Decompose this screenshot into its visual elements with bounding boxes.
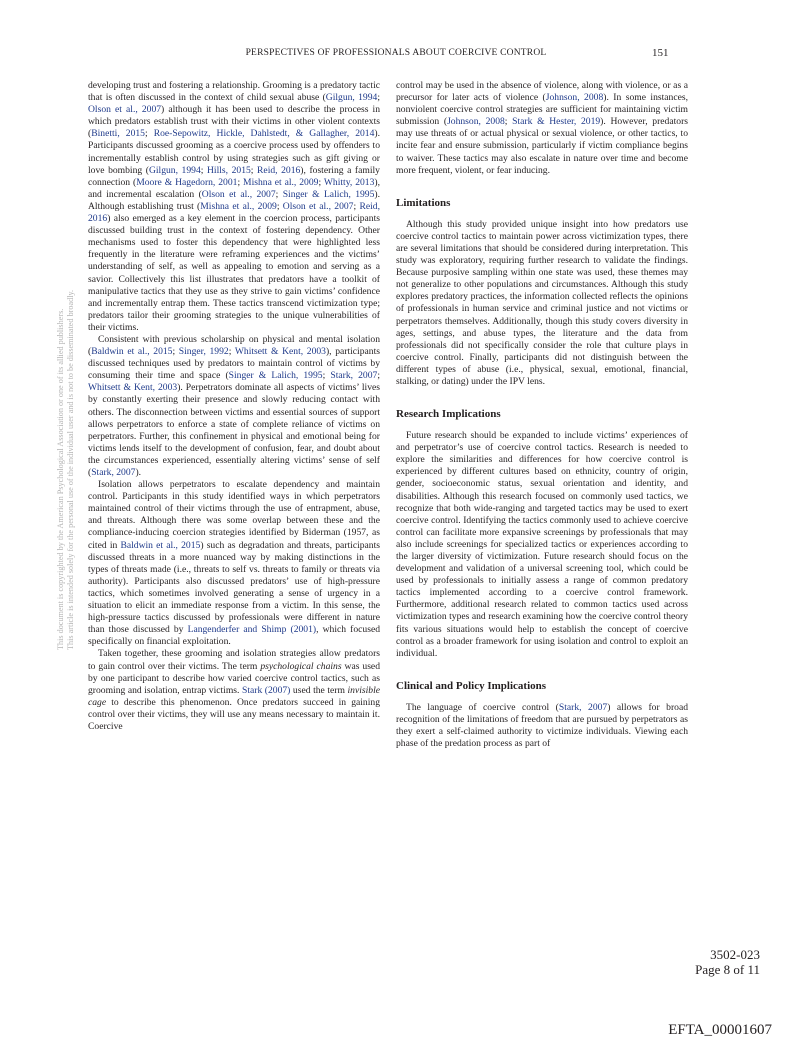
watermark-line-2: This article is intended solely for the personal use of the individual user and is not to be disseminated broadly. [66, 289, 75, 650]
citation-link[interactable]: Langenderfer and Shimp (2001) [187, 624, 317, 636]
citation-link[interactable]: Reid, 2016 [257, 164, 301, 176]
paragraph-control-continued: control may be used in the absence of violence, along with violence, or as a precursor for later acts of violence (Johnson, 2008). In some instances, nonviolent coercive control strategies are sufficient for maintaining victim submission (Johnson, 2008; Stark & Hester, 2019). However, predators may use threats of or actual physical or sexual violence, or other tactics, to incite fear and ensure submission, particularly if victim compliance begins to waiver. These tactics may also escalate in nature over time and become more frequent, violent, or fear inducing. [396, 80, 689, 176]
emphasis-term: psychological chains [260, 660, 342, 672]
citation-link[interactable]: Olson et al., 2007 [88, 104, 162, 116]
heading-clinical-policy: Clinical and Policy Implications [396, 679, 547, 692]
citation-link[interactable]: Stark & Hester, 2019 [512, 116, 601, 128]
right-column [396, 80, 688, 750]
citation-link[interactable]: Baldwin et al., 2015 [120, 539, 201, 551]
paragraph-clinical-policy: The language of coercive control (Stark, 2007) allows for broad recognition of the limitations of freedom that are pursued by perpetrators as they exert a self-claimed authority to victimize individuals. Viewing each phase of the predation process as part of [396, 701, 688, 750]
citation-link[interactable]: Mishna et al., 2009 [243, 176, 319, 188]
running-head: PERSPECTIVES OF PROFESSIONALS ABOUT COERCIVE CONTROL [245, 48, 547, 58]
citation-link[interactable]: Stark (2007) [241, 684, 291, 696]
citation-link[interactable]: Singer, 1992 [178, 346, 229, 358]
doc-code: 3502-023 [710, 947, 760, 962]
paragraph-grooming: developing trust and fostering a relationship. Grooming is a predatory tactic that is often discussed in the context of child sexual abuse (Gilgun, 1994; Olson et al., 2007) although it has been used to describe the process in which predators establish trust with their victims in other violent contexts (Binetti, 2015; Roe-Sepowitz, Hickle, Dahlstedt, & Gallagher, 2014). Participants discussed grooming as a coercive process used by offenders to incrementally establish control by using strategies such as gift giving or love bombing (Gilgun, 1994; Hills, 2015; Reid, 2016), fostering a family connection (Moore & Hagedorn, 2001; Mishna et al., 2009; Whitty, 2013), and incremental escalation (Olson et al., 2007; Singer & Lalich, 1995). Although establishing trust (Mishna et al., 2009; Olson et al., 2007; Reid, 2016) also emerged as a key element in the coercion process, participants discussed building trust in the context of fostering dependency. Other mechanisms used to foster this dependency that were highlighted less frequently in the literature were reframing experiences and the victims’ understanding of self, as well as appealing to emotion and serving as a savior. Collectively this list illustrates that predators have a toolkit of manipulative tactics that they use as they strive to gain victims’ confidence and incrementally entrap them. These tactics transcend victimization type; predators tailor their grooming strategies to the unique vulnerabilities of their victims. [88, 80, 380, 333]
citation-link[interactable]: Binetti, 2015 [91, 128, 145, 140]
efta-id: EFTA_00001607 [668, 1022, 772, 1038]
citation-link[interactable]: Johnson, 2008 [447, 116, 505, 128]
citation-link[interactable]: Whitty, 2013 [323, 176, 375, 188]
heading-limitations: Limitations [396, 196, 451, 209]
heading-research-implications: Research Implications [396, 408, 501, 421]
citation-link[interactable]: Singer & Lalich, 1995 [282, 188, 375, 200]
citation-link[interactable]: Gilgun, 1994 [148, 164, 201, 176]
citation-link[interactable]: Stark, 2007 [91, 467, 136, 478]
paragraph-escalation: Isolation allows perpetrators to escalate dependency and maintain control. Participants in this study identified ways in which perpetrators maintained control of their victims through the use of entrapment, abuse, and threats. Although there was some overlap between these and the compliance-inducing coercion strategies identified by Biderman (1957, as cited in Baldwin et al., 2015) such as degradation and threats, participants discussed threats in a more nuanced way by making distinctions in the types of threats made (i.e., threats to self vs. threats to family or threats via authority). Participants also discussed predators’ use of high-pressure tactics, which sometimes involved generating a sense of urgency in a situation to elicit an immediate response from a victim. In this sense, the high-pressure tactics discussed by professionals were different in nature than those discussed by Langenderfer and Shimp (2001), which focused specifically on financial exploitation. [88, 479, 380, 648]
citation-link[interactable]: Moore & Hagedorn, 2001 [136, 176, 238, 188]
paragraph-isolation: Consistent with previous scholarship on physical and mental isolation (Baldwin et al., 2015; Singer, 1992; Whitsett & Kent, 2003), participants discussed techniques used by predators to maintain control of victims by consuming their time and space (Singer & Lalich, 1995; Stark, 2007; Whitsett & Kent, 2003). Perpetrators dominate all aspects of victims’ lives by constantly exerting their presence and slowly reducing contact with others. The disconnection between victims and essential sources of support allows perpetrators to enforce a state of complete reliance of victims on perpetrators. Further, this confinement in physical and emotional being for victims lends itself to the development of confusion, fear, and doubt about the circumstances experienced, essentially altering victims’ sense of self (Stark, 2007). [88, 333, 380, 478]
page-of: Page 8 of 11 [695, 962, 760, 977]
paragraph-psychological-chains: Taken together, these grooming and isolation strategies allow predators to gain control over their victims. The term psychological chains was used by one participant to describe how varied coercive control tactics, such as grooming and isolation, entrap victims. Stark (2007) used the term invisible cage to describe this phenomenon. Once predators succeed in gaining control over their victims, they will use any means necessary to maintain it. Coercive [88, 648, 380, 732]
citation-link[interactable]: Mishna et al., 2009 [200, 200, 277, 212]
emphasis-term: invisible cage [88, 684, 380, 708]
citation-link[interactable]: Olson et al., 2007 [282, 200, 354, 212]
citation-link[interactable]: Gilgun, 1994 [325, 92, 378, 104]
citation-link[interactable]: Whitsett & Kent, 2003 [234, 346, 326, 358]
citation-link[interactable]: Baldwin et al., 2015 [91, 346, 173, 358]
citation-link[interactable]: Reid, 2016 [88, 200, 380, 225]
citation-link[interactable]: Roe-Sepowitz, Hickle, Dahlstedt, & Gallagher, 2014 [153, 128, 375, 140]
page-number: 151 [652, 47, 669, 59]
left-column [88, 80, 380, 733]
citation-link[interactable]: Stark, 2007 [558, 701, 608, 713]
citation-link[interactable]: Hills, 2015 [206, 164, 251, 176]
citation-link[interactable]: Olson et al., 2007 [201, 188, 276, 200]
paragraph-research-implications: Future research should be expanded to include victims’ experiences of and perpetrator’s use of coercive control tactics. Research is needed to explore the similarities and differences for how coercive control is experienced by different cultures based on ethnicity, country of origin, gender, socioeconomic status, sexual orientation and identity, and disabilities. Although this research focused on commonly used tactics, we recognize that both wide-ranging and targeted tactics may be used to exert coercive control. Identifying the tactics commonly used to achieve coercive control can facilitate more expansive screenings by professionals that may also include screenings for specialized tactics or experiences according to the larger diversity of victimization. Future research should focus on the development and validation of a universal screening tool, which could be used by professionals to initially assess a range of common predatory tactics implemented according to a coercive control framework. Furthermore, additional research related to common tactics used across victimization types and research examining how the coercive control theory fits various situations would help to establish the concept of coercive control as a broader framework for using isolation and control to exploit an individual. [396, 430, 688, 659]
citation-link[interactable]: Whitsett & Kent, 2003 [88, 382, 178, 394]
citation-link[interactable]: Stark, 2007 [330, 370, 378, 382]
citation-link[interactable]: Singer & Lalich, 1995 [228, 370, 323, 382]
citation-link[interactable]: Johnson, 2008 [545, 92, 604, 104]
copyright-watermark [56, 210, 76, 650]
watermark-line-1: This document is copyrighted by the American Psychological Association or one of its allied publishers. [56, 308, 65, 650]
paragraph-limitations: Although this study provided unique insight into how predators use coercive control tactics to maintain power across victimization types, there are several limitations that should be considered during interpretation. This study was exploratory, requiring further research to validate the findings. Because purposive sampling within one state was used, these themes may not generalize to other populations and circumstances. Although this study explores predatory practices, the information collected reflects the opinions of professionals in human service and criminal justice and not victims or perpetrators themselves. Additionally, though this study covers diversity in ages, settings, and abuse types, the literature and the data from professionals did not specifically consider the role that culture plays in coercive control. Finally, participants did not distinguish between the different types of abuse (i.e., physical, sexual, emotional, financial, stalking, or dating) under the IPV lens. [396, 218, 688, 387]
document-reference [695, 947, 760, 977]
